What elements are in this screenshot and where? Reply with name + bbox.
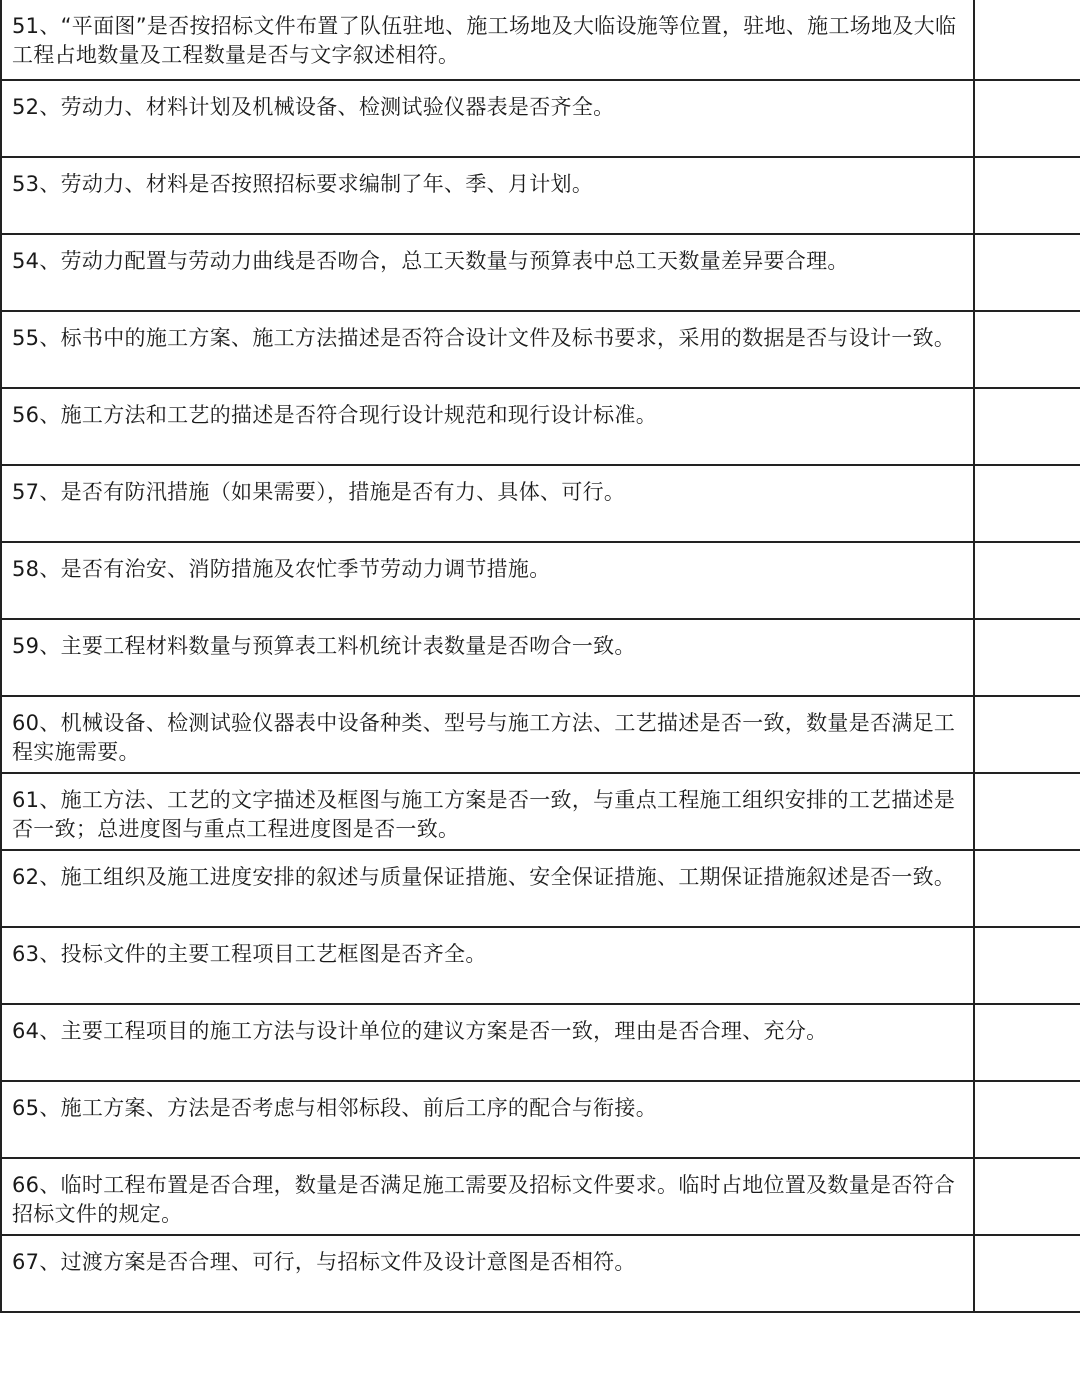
check-cell[interactable] — [974, 1235, 1080, 1312]
table-row — [1, 850, 1080, 927]
table-row — [1, 0, 1080, 80]
item-text: 53、劳动力、材料是否按照招标要求编制了年、季、月计划。 — [1, 157, 974, 234]
table-row — [1, 696, 1080, 773]
check-cell[interactable] — [974, 388, 1080, 465]
check-cell[interactable] — [974, 1004, 1080, 1081]
checklist-body — [1, 0, 1080, 1312]
item-text: 58、是否有治安、消防措施及农忙季节劳动力调节措施。 — [1, 542, 974, 619]
check-cell[interactable] — [974, 311, 1080, 388]
item-text: 64、主要工程项目的施工方法与设计单位的建议方案是否一致，理由是否合理、充分。 — [1, 1004, 974, 1081]
table-row — [1, 542, 1080, 619]
check-cell[interactable] — [974, 157, 1080, 234]
table-row — [1, 1081, 1080, 1158]
item-text: 57、是否有防汛措施（如果需要），措施是否有力、具体、可行。 — [1, 465, 974, 542]
item-text: 60、机械设备、检测试验仪器表中设备种类、型号与施工方法、工艺描述是否一致，数量是否满足工程实施需要。 — [1, 696, 974, 773]
check-cell[interactable] — [974, 234, 1080, 311]
item-text: 51、“平面图”是否按招标文件布置了队伍驻地、施工场地及大临设施等位置，驻地、施工场地及大临工程占地数量及工程数量是否与文字叙述相符。 — [1, 0, 974, 80]
table-row — [1, 927, 1080, 1004]
item-text: 63、投标文件的主要工程项目工艺框图是否齐全。 — [1, 927, 974, 1004]
item-text: 67、过渡方案是否合理、可行，与招标文件及设计意图是否相符。 — [1, 1235, 974, 1312]
table-row — [1, 465, 1080, 542]
check-cell[interactable] — [974, 850, 1080, 927]
table-row — [1, 773, 1080, 850]
item-text: 66、临时工程布置是否合理，数量是否满足施工需要及招标文件要求。临时占地位置及数量是否符合招标文件的规定。 — [1, 1158, 974, 1235]
item-text: 65、施工方案、方法是否考虑与相邻标段、前后工序的配合与衔接。 — [1, 1081, 974, 1158]
check-cell[interactable] — [974, 465, 1080, 542]
check-cell[interactable] — [974, 1158, 1080, 1235]
item-text: 52、劳动力、材料计划及机械设备、检测试验仪器表是否齐全。 — [1, 80, 974, 157]
table-row — [1, 234, 1080, 311]
table-row — [1, 1004, 1080, 1081]
table-row — [1, 80, 1080, 157]
table-row — [1, 1158, 1080, 1235]
check-cell[interactable] — [974, 1081, 1080, 1158]
item-text: 56、施工方法和工艺的描述是否符合现行设计规范和现行设计标准。 — [1, 388, 974, 465]
check-cell[interactable] — [974, 619, 1080, 696]
check-cell[interactable] — [974, 773, 1080, 850]
item-text: 59、主要工程材料数量与预算表工料机统计表数量是否吻合一致。 — [1, 619, 974, 696]
item-text: 62、施工组织及施工进度安排的叙述与质量保证措施、安全保证措施、工期保证措施叙述是否一致。 — [1, 850, 974, 927]
check-cell[interactable] — [974, 80, 1080, 157]
item-text: 61、施工方法、工艺的文字描述及框图与施工方案是否一致，与重点工程施工组织安排的工艺描述是否一致；总进度图与重点工程进度图是否一致。 — [1, 773, 974, 850]
table-row — [1, 311, 1080, 388]
item-text: 55、标书中的施工方案、施工方法描述是否符合设计文件及标书要求，采用的数据是否与设计一致。 — [1, 311, 974, 388]
table-row — [1, 1235, 1080, 1312]
item-text: 54、劳动力配置与劳动力曲线是否吻合，总工天数量与预算表中总工天数量差异要合理。 — [1, 234, 974, 311]
table-row — [1, 388, 1080, 465]
check-cell[interactable] — [974, 696, 1080, 773]
check-cell[interactable] — [974, 542, 1080, 619]
check-cell[interactable] — [974, 0, 1080, 80]
check-cell[interactable] — [974, 927, 1080, 1004]
table-row — [1, 619, 1080, 696]
table-row — [1, 157, 1080, 234]
